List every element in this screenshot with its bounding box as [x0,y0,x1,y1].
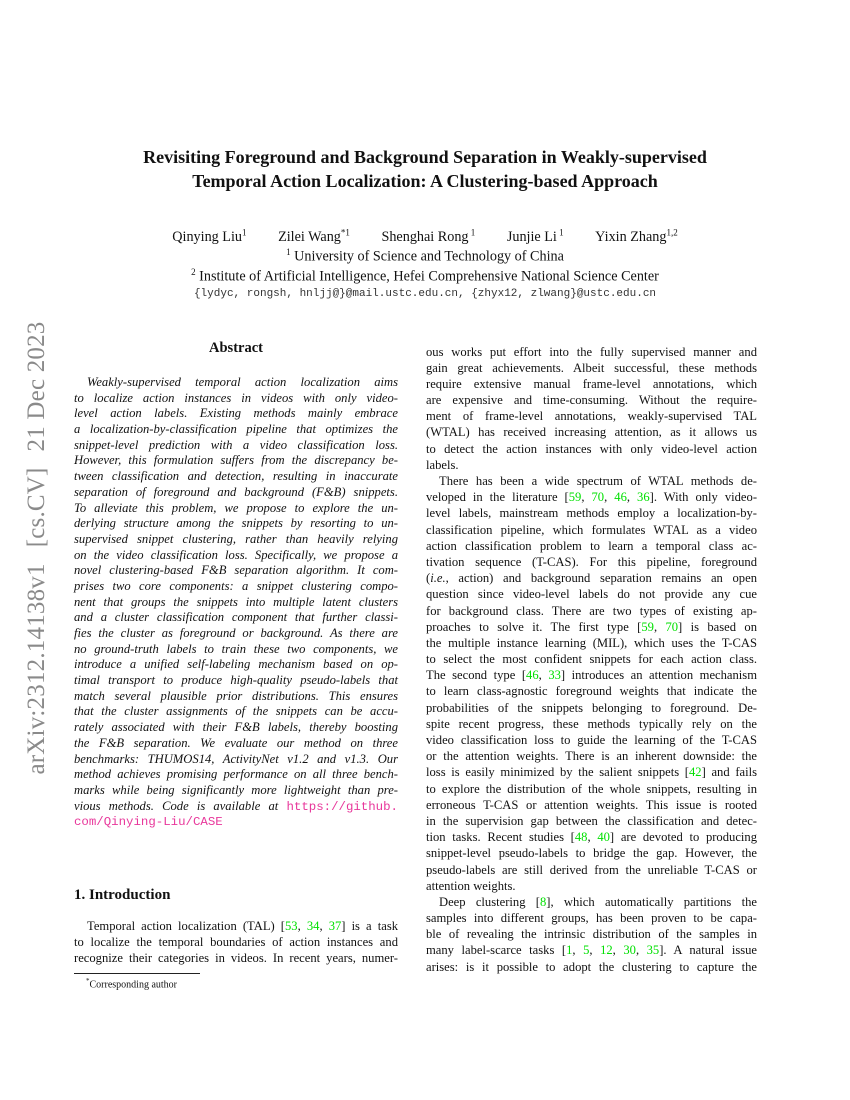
text-line: samples into different groups, has been proven to be capa- [426,911,757,926]
author-emails: {lydyc, rongsh, hnljj@}@mail.ustc.edu.cn, {zhyx12, zlwang}@ustc.edu.cn [193,288,657,300]
text-line: and a cluster classification component that further classi- [74,610,398,625]
text-line: level labels, mainstream methods employ a localization-by- [426,506,757,521]
text-line: to localize action instances in videos with only video- [74,390,398,405]
text-line: snippet-level pseudo-labels to bridge the gap. However, the [426,846,757,861]
footnote-mark: * [86,977,90,985]
text-line: pseudo-labels are still derived from the unreliable T-CAS or [426,862,757,877]
citation-link[interactable]: 70 [591,490,605,505]
author-affil-mark: 1 [556,227,564,237]
code-url-link[interactable]: https://github. [286,799,398,814]
text-line: rately associated with their F&B labels, thereby boosting [74,720,398,735]
text-line: match several plausible prior distributions. This ensures [74,688,398,703]
text-line: prises two core components: a snippet clustering compo- [74,578,398,593]
text-line: labels. [426,457,459,472]
text-line: to detect the action instances with only video-level action [426,441,757,456]
text-line: benchmarks: THUMOS14, ActivityNet v1.2 and v1.3. Our [74,751,398,766]
text-line: nent that groups the snippets into multiple latent clusters [74,594,398,609]
citation-link[interactable]: 5 [583,943,590,958]
abstract-heading: Abstract [209,340,263,356]
text-line: loss is easily minimized by the salient snippets [42] and fails [426,765,758,780]
citation-link[interactable]: 8 [539,894,547,909]
section-heading-introduction: 1. Introduction [74,887,171,903]
author-name: Yixin Zhang [595,228,667,245]
text-line: vious methods. Code is available at https://github. [74,798,398,814]
citation-link[interactable]: 35 [646,943,660,958]
citation-link[interactable]: 1 [566,943,573,958]
text-line: Temporal action localization (TAL) [53, 34, 37] is a task [87,919,399,933]
text-line: no ground-truth labels to train these two components, we [74,641,398,656]
author-name: Junjie Li [506,228,557,245]
text-line: tion tasks. Recent studies [48, 40] are devoted to producing [426,830,758,845]
text-line: require extensive manual frame-level annotations, which [426,376,757,391]
text-line: or the attention weights. There is an inherent downside: the [426,749,757,764]
text-line: marks while being significantly more lightweight than pre- [74,782,398,797]
text-line: the F&B separation. We evaluate our method on three [74,735,398,750]
citation-link[interactable]: 37 [328,919,342,933]
arxiv-date: 21 Dec 2023 [23,321,50,452]
citation-link[interactable]: 48 [574,830,588,845]
text-line: on the video classification loss. Specifically, we propose a [74,547,398,562]
text-line: snippet-level prediction with a video classification loss. [74,437,398,452]
text-line: erroneous T-CAS or attention weights. This issue is rooted [426,797,757,812]
affil-text: Institute of Artificial Intelligence, Hefei Comprehensive National Science Center [195,268,659,285]
author-name: Shenghai Rong [381,228,469,245]
text-line: spite recent progress, these methods typically rely on the [426,716,757,731]
citation-link[interactable]: 40 [597,830,610,845]
introduction-body [74,918,398,967]
text-line: derlying structure among the snippets by resorting to un- [74,516,398,531]
footnote-text: Corresponding author [89,979,177,991]
text-line: question since video-level labels do not provide any cue [426,587,757,602]
footnote-divider [74,973,200,974]
text-line: a localization-by-classification pipeline that optimizes the [74,422,398,437]
text-line: to localize the temporal boundaries of action instances and [74,935,398,950]
citation-link[interactable]: 30 [623,943,636,958]
author-affil-mark: 1 [468,227,476,237]
citation-link[interactable]: 12 [600,943,613,958]
text-line: to select the most confident snippets for each action class. [426,652,757,667]
code-url-link-continued[interactable]: com/Qinying-Liu/CASE [74,815,223,830]
text-line: introduce a unified self-labeling mechanism based on op- [74,657,398,672]
text-line: level action labels. Existing methods mainly embrace [74,406,398,421]
text-line: However, this formulation suffers from the discrepancy be- [74,453,398,468]
text-line: that the cluster assignments of the snippets can be accu- [74,704,398,719]
affil-mark: 2 [191,267,196,277]
text-line: tween classification and detection, resulting in inaccurate [74,469,398,484]
author-affil-mark: 1 [242,227,247,237]
text-line: novel clustering-based F&B separation algorithm. It com- [74,563,398,578]
title-line-1: Revisiting Foreground and Background Separation in Weakly-supervised [143,147,707,167]
text-line: video classification loss to guide the learning of the T-CAS [426,733,757,747]
text-line: the multiple instance learning (MIL), which uses the T-CAS [426,635,757,650]
title-line-2: Temporal Action Localization: A Clustering-based Approach [192,171,658,191]
text-line: ment of frame-level annotations, weakly-supervised TAL [426,409,757,424]
author-affil-mark: 1,2 [666,227,678,237]
text-line: timal transport to produce high-quality pseudo-labels that [74,673,398,688]
citation-link[interactable]: 46 [526,668,539,683]
text-line: to learn class-agnostic foreground weights that indicate the [426,684,757,699]
text-line: veloped in the literature [59, 70, 46, 36]. With only video- [426,490,758,505]
text-line: to explore the distribution of the whole snippets, resulting in [426,781,757,796]
citation-link[interactable]: 59 [641,619,654,634]
text-line: classification pipeline, which formulates WTAL as a video [426,522,757,537]
text-line: tivation sequence (T-CAS). For this pipeline, foreground [426,554,757,569]
author-name: Zilei Wang [278,228,341,245]
affiliation-2 [60,262,790,287]
text-line: There has been a wide spectrum of WTAL methods de- [439,474,757,488]
text-line: attention weights. [426,878,516,893]
abstract-body [74,375,398,830]
text-line: To alleviate this problem, we propose to explore the un- [74,500,398,515]
text-line: arises: is it possible to adopt the clustering to capture the [426,959,757,974]
text-line: fies the cluster as foreground or background. As there are [74,626,398,640]
text-line: supervised snippet clustering, rather than heavily relying [74,531,398,546]
citation-link[interactable]: 70 [665,619,679,634]
citation-link[interactable]: 36 [637,490,650,505]
citation-link[interactable]: 34 [306,919,320,933]
arxiv-side-stamp [23,313,51,782]
text-line: many label-scarce tasks [1, 5, 12, 30, 35]. A natural issue [426,943,758,958]
text-line: action classification problem to learn a temporal class ac- [426,538,757,553]
text-line: for background class. There are two types of existing ap- [426,603,757,618]
author-name: Qinying Liu [172,228,243,245]
paper-title [60,145,790,193]
text-line: (WTAL) has received increasing attention, as it allows us [426,425,757,440]
text-line: recognize their categories in videos. In recent years, numer- [74,951,398,966]
footnote [86,977,177,990]
text-line: are expensive and time-consuming. Without the require- [426,393,757,408]
citation-link[interactable]: 46 [614,490,627,505]
affil-text: University of Science and Technology of China [290,248,564,265]
text-line: ous works put effort into the fully supervised manner and [426,344,757,359]
arxiv-category: [cs.CV] [23,467,50,548]
text-line: (i.e., action) and background separation remains an open [426,571,757,586]
text-line: Deep clustering [8], which automatically partitions the [439,894,757,909]
text-line: probabilities of the snippets belonging to foreground. De- [426,700,757,715]
text-line: The second type [46, 33] introduces an attention mechanism [426,668,757,683]
text-line: in the supervision gap between the classification and detec- [426,813,757,828]
text-line: Weakly-supervised temporal action localization aims [87,375,398,389]
citation-link[interactable]: 53 [285,919,298,933]
text-line: method achieves promising performance on all three bench- [74,767,398,782]
text-line: gain great achievements. Albeit successful, these methods [426,360,757,375]
text-line: proaches to solve it. The first type [59, 70] is based on [426,619,757,634]
affil-mark: 1 [286,247,291,257]
right-column-body [426,344,757,975]
citation-link[interactable]: 42 [689,765,702,780]
citation-link[interactable]: 33 [548,668,561,683]
text-line: ble of revealing the intrinsic distribution of the samples in [426,927,757,942]
author-affil-mark: *1 [340,227,350,237]
text-line: separation of foreground and background (F&B) snippets. [74,484,398,499]
arxiv-id: arXiv:2312.14138v1 [23,563,50,775]
citation-link[interactable]: 59 [568,490,582,505]
